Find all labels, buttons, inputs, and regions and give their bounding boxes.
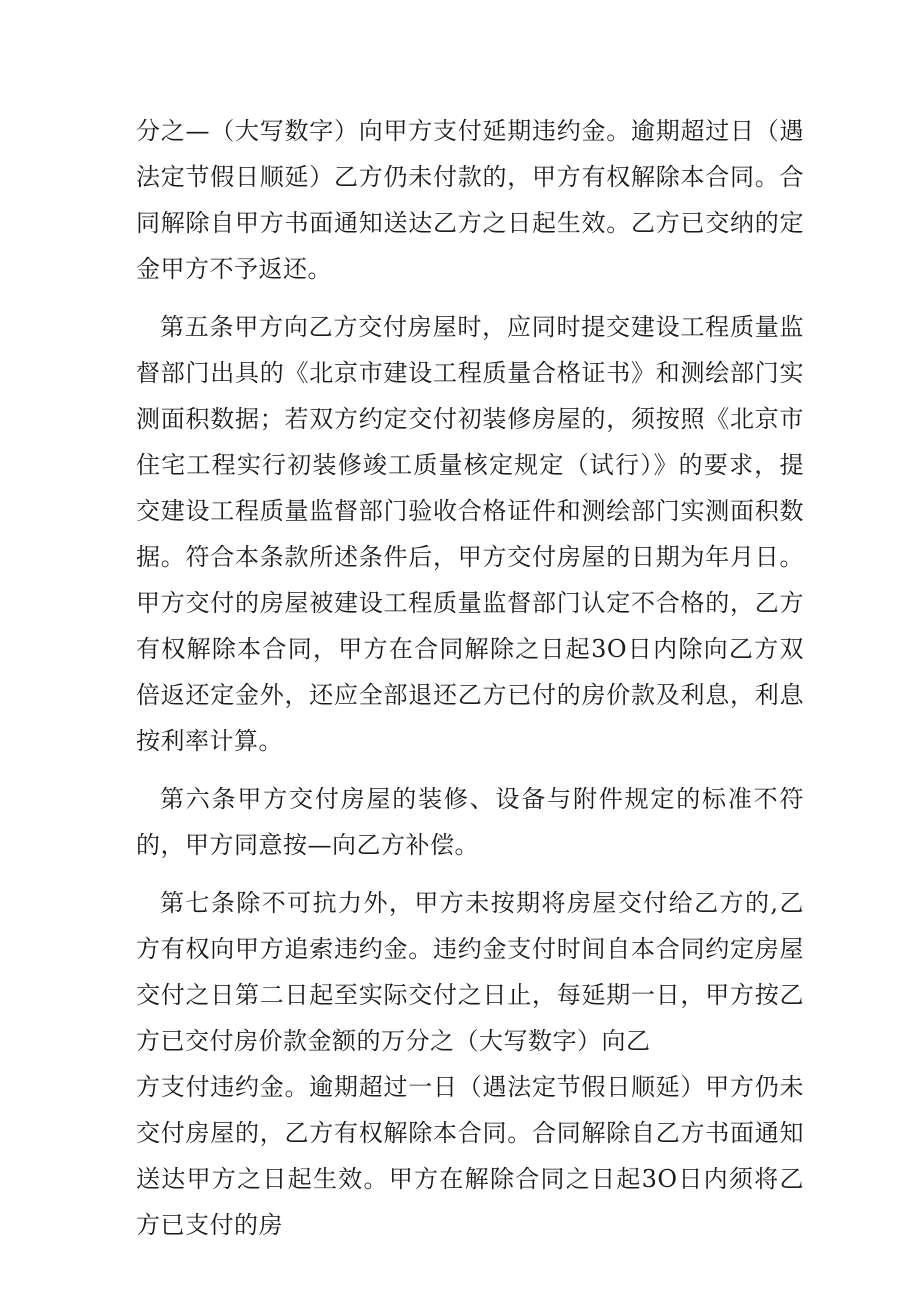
- paragraph-article-6: 第六条甲方交付房屋的装修、设备与附件规定的标准不符的，甲方同意按—向乙方补偿。: [136, 785, 804, 859]
- paragraph-article-5: 第五条甲方向乙方交付房屋时，应同时提交建设工程质量监督部门出具的《北京市建设工程质量合格证书》和测绘部门实测面积数据；若双方约定交付初装修房屋的，须按照《北京市住宅工程实行初装修竣工质量核定规定（试行）》的要求，提交建设工程质量监督部门验收合格证件和测绘部门实测面积数据。符合本条款所述条件后，甲方交付房屋的日期为年月日。甲方交付的房屋被建设工程质量监督部门认定不合格的，乙方有权解除本合同，甲方在合同解除之日起3O日内除向乙方双倍返还定金外，还应全部退还乙方已付的房价款及利息，利息按利率计算。: [136, 313, 804, 755]
- paragraph-article-7: 第七条除不可抗力外，甲方未按期将房屋交付给乙方的,乙方有权向甲方追索违约金。违约金支付时间自本合同约定房屋交付之日第二日起至实际交付之日止，每延期一日，甲方按乙方已交付房价款金额的万分之（大写数字）向乙: [136, 889, 804, 1055]
- paragraph-continuation: 分之—（大写数字）向甲方支付延期违约金。逾期超过日（遇法定节假日顺延）乙方仍未付款的，甲方有权解除本合同。合同解除自甲方书面通知送达乙方之日起生效。乙方已交纳的定金甲方不予返还。: [136, 117, 804, 283]
- document-body: [136, 108, 804, 1260]
- paragraph-article-7-continued: 方支付违约金。逾期超过一日（遇法定节假日顺延）甲方仍未交付房屋的，乙方有权解除本合同。合同解除自乙方书面通知送达甲方之日起生效。甲方在解除合同之日起3O日内须将乙方已支付的房: [136, 1073, 804, 1239]
